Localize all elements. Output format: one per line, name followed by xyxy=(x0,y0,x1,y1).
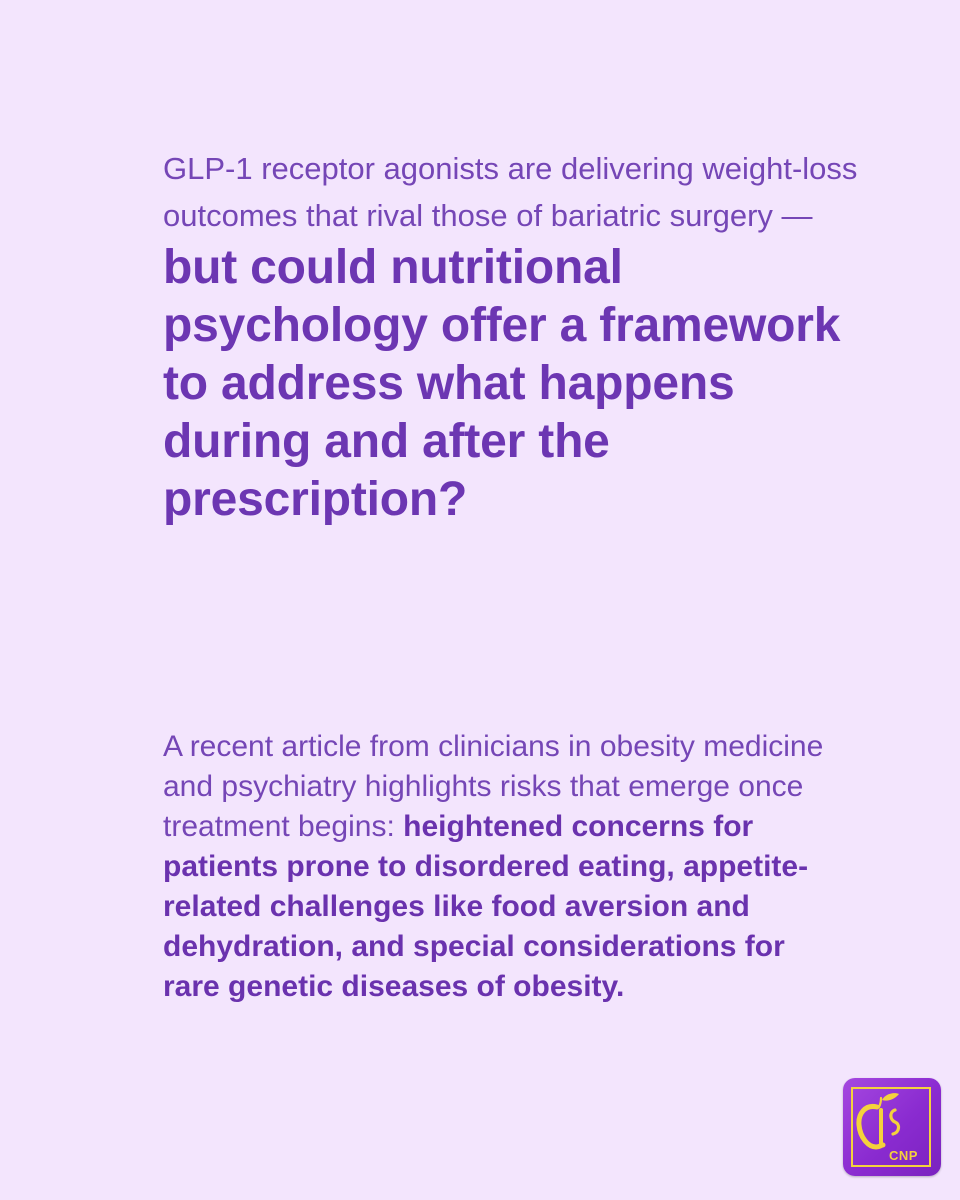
article-emphasis: heightened concerns for patients prone to disordered eating, appetite-related challenges like food aversion and dehydration, and special considerations for rare genetic diseases of obesity. xyxy=(163,810,809,1003)
article-summary xyxy=(163,727,843,1007)
logo-text: CNP xyxy=(889,1148,918,1163)
intro-emphasis: but could nutritional psychology offer a framework to address what happens during and after the prescription? xyxy=(163,241,841,526)
cnp-logo xyxy=(843,1078,941,1176)
apple-icon xyxy=(855,1090,929,1152)
article-lead: A recent article from clinicians in obesity medicine and psychiatry highlights risks that emerge once treatment begins: xyxy=(163,730,824,843)
intro-lead: GLP-1 receptor agonists are delivering weight-loss outcomes that rival those of bariatric surgery — xyxy=(163,151,858,233)
intro-block xyxy=(163,146,863,529)
